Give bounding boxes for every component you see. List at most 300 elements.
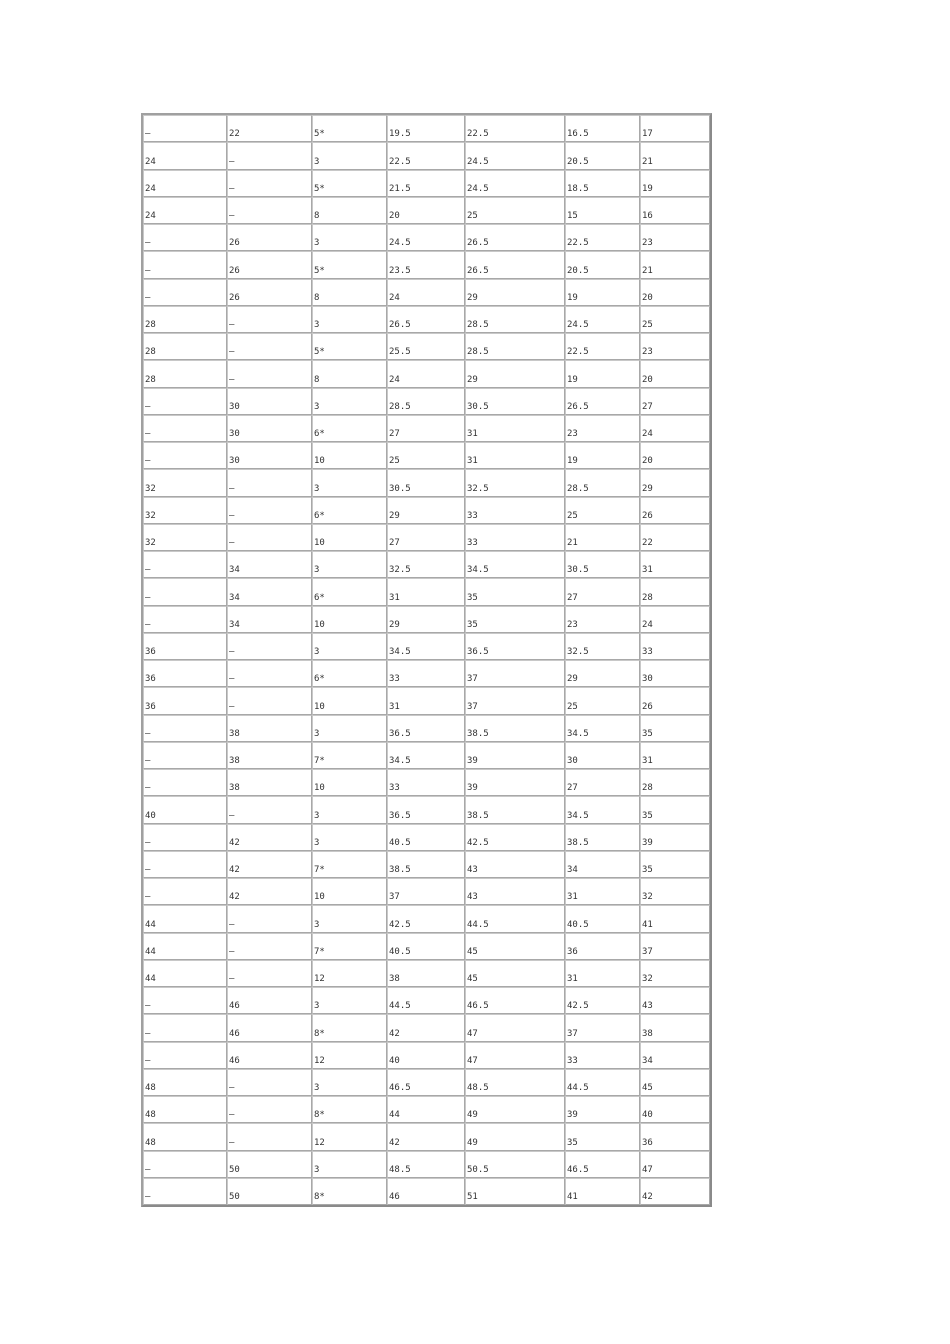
cell-value: – bbox=[229, 974, 235, 984]
cell-value: 7* bbox=[314, 946, 325, 957]
cell-value: 30 bbox=[567, 756, 578, 766]
cell-value: – bbox=[145, 129, 151, 140]
cell-value: 42 bbox=[229, 865, 240, 875]
cell-value: 26 bbox=[229, 292, 240, 303]
table-cell bbox=[465, 742, 565, 769]
cell-value: 33 bbox=[467, 510, 478, 521]
table-cell bbox=[312, 633, 387, 660]
table-cell bbox=[465, 1123, 565, 1150]
cell-value: 37 bbox=[467, 701, 478, 712]
table-cell bbox=[143, 905, 227, 932]
table-cell bbox=[312, 469, 387, 496]
table-cell bbox=[143, 633, 227, 660]
table-cell bbox=[143, 497, 227, 524]
cell-value: 44.5 bbox=[467, 919, 489, 930]
table-cell bbox=[640, 578, 710, 605]
cell-value: 29 bbox=[389, 510, 400, 521]
table-cell bbox=[312, 1042, 387, 1069]
cell-value: 22.5 bbox=[567, 238, 589, 249]
table-cell bbox=[227, 306, 312, 333]
cell-value: 38 bbox=[229, 756, 240, 766]
cell-value: 34.5 bbox=[467, 565, 489, 576]
table-cell bbox=[465, 224, 565, 251]
cell-value: 27 bbox=[642, 401, 653, 412]
cell-value: – bbox=[145, 456, 151, 467]
table-cell bbox=[312, 1151, 387, 1178]
cell-value: 31 bbox=[467, 429, 478, 439]
table-cell bbox=[640, 442, 710, 469]
table-cell bbox=[227, 142, 312, 169]
cell-value: 32 bbox=[642, 974, 653, 984]
cell-value: 30.5 bbox=[567, 565, 589, 576]
table-cell bbox=[227, 715, 312, 742]
table-row bbox=[143, 660, 710, 687]
table-cell bbox=[143, 1123, 227, 1150]
table-cell bbox=[312, 1178, 387, 1205]
table-cell bbox=[387, 306, 465, 333]
cell-value: 43 bbox=[642, 1001, 653, 1012]
cell-value: 34 bbox=[229, 565, 240, 576]
table-cell bbox=[312, 660, 387, 687]
table-cell bbox=[465, 360, 565, 387]
cell-value: – bbox=[145, 728, 151, 739]
table-cell bbox=[640, 251, 710, 278]
cell-value: 25 bbox=[567, 701, 578, 712]
table-row bbox=[143, 606, 710, 633]
cell-value: 6* bbox=[314, 674, 325, 685]
cell-value: 23 bbox=[567, 619, 578, 630]
table-cell bbox=[465, 306, 565, 333]
cell-value: 36 bbox=[145, 701, 156, 712]
cell-value: 26 bbox=[642, 701, 653, 712]
table-cell bbox=[387, 1178, 465, 1205]
cell-value: 38 bbox=[229, 783, 240, 794]
table-cell bbox=[465, 905, 565, 932]
table-cell bbox=[143, 878, 227, 905]
table-row bbox=[143, 878, 710, 905]
cell-value: 37 bbox=[389, 892, 400, 903]
cell-value: 30 bbox=[642, 674, 653, 685]
table-cell bbox=[565, 851, 640, 878]
table-cell bbox=[465, 1014, 565, 1041]
cell-value: 5* bbox=[314, 129, 325, 140]
cell-value: – bbox=[145, 1192, 151, 1202]
table-cell bbox=[387, 851, 465, 878]
table-cell bbox=[143, 606, 227, 633]
cell-value: 6* bbox=[314, 429, 325, 439]
cell-value: 38 bbox=[642, 1028, 653, 1039]
table-cell bbox=[227, 197, 312, 224]
table-cell bbox=[227, 251, 312, 278]
cell-value: 8 bbox=[314, 374, 320, 385]
cell-value: 3 bbox=[314, 238, 320, 249]
cell-value: 22.5 bbox=[389, 156, 411, 167]
table-cell bbox=[143, 469, 227, 496]
table-cell bbox=[143, 251, 227, 278]
table-cell bbox=[465, 715, 565, 742]
cell-value: 21.5 bbox=[389, 183, 411, 194]
cell-value: 5* bbox=[314, 265, 325, 276]
table-row bbox=[143, 251, 710, 278]
table-cell bbox=[465, 333, 565, 360]
table-cell bbox=[312, 851, 387, 878]
cell-value: 47 bbox=[642, 1164, 653, 1175]
table-cell bbox=[227, 524, 312, 551]
cell-value: 26.5 bbox=[567, 401, 589, 412]
table-cell bbox=[227, 1151, 312, 1178]
cell-value: 34 bbox=[229, 619, 240, 630]
cell-value: – bbox=[145, 565, 151, 576]
cell-value: 3 bbox=[314, 401, 320, 412]
table-cell bbox=[387, 497, 465, 524]
table-cell bbox=[640, 333, 710, 360]
cell-value: 24.5 bbox=[467, 156, 489, 167]
table-cell bbox=[143, 170, 227, 197]
cell-value: 44.5 bbox=[567, 1083, 589, 1093]
table-cell bbox=[387, 687, 465, 714]
table-cell bbox=[143, 960, 227, 987]
cell-value: – bbox=[229, 211, 235, 221]
table-cell bbox=[465, 633, 565, 660]
cell-value: 28.5 bbox=[467, 320, 489, 330]
cell-value: – bbox=[229, 647, 235, 657]
cell-value: 10 bbox=[314, 892, 325, 903]
table-cell bbox=[312, 415, 387, 442]
table-cell bbox=[565, 933, 640, 960]
table-row bbox=[143, 170, 710, 197]
cell-value: 24 bbox=[642, 619, 653, 630]
cell-value: – bbox=[229, 1110, 235, 1121]
table-cell bbox=[312, 224, 387, 251]
cell-value: 33 bbox=[467, 538, 478, 548]
table-cell bbox=[640, 115, 710, 142]
table-cell bbox=[227, 1014, 312, 1041]
cell-value: 50 bbox=[229, 1192, 240, 1202]
cell-value: – bbox=[229, 374, 235, 385]
cell-value: 43 bbox=[467, 892, 478, 903]
table-cell bbox=[312, 878, 387, 905]
cell-value: 29 bbox=[567, 674, 578, 685]
table-cell bbox=[387, 142, 465, 169]
table-row bbox=[143, 142, 710, 169]
table-cell bbox=[387, 1151, 465, 1178]
table-cell bbox=[143, 115, 227, 142]
table-cell bbox=[465, 1069, 565, 1096]
table-cell bbox=[565, 415, 640, 442]
cell-value: 12 bbox=[314, 1055, 325, 1066]
table-cell bbox=[227, 606, 312, 633]
table-cell bbox=[143, 660, 227, 687]
cell-value: 28.5 bbox=[567, 483, 589, 494]
cell-value: 35 bbox=[467, 619, 478, 630]
cell-value: 36 bbox=[567, 946, 578, 957]
cell-value: 3 bbox=[314, 837, 320, 848]
table-cell bbox=[640, 551, 710, 578]
table-cell bbox=[465, 251, 565, 278]
table-row bbox=[143, 524, 710, 551]
cell-value: 7* bbox=[314, 865, 325, 875]
table-cell bbox=[565, 905, 640, 932]
table-cell bbox=[143, 1069, 227, 1096]
cell-value: 3 bbox=[314, 647, 320, 657]
cell-value: 30 bbox=[229, 456, 240, 467]
cell-value: 8* bbox=[314, 1028, 325, 1039]
table-cell bbox=[465, 524, 565, 551]
cell-value: 51 bbox=[467, 1192, 478, 1202]
cell-value: – bbox=[145, 1055, 151, 1066]
cell-value: 22 bbox=[229, 129, 240, 140]
table-cell bbox=[227, 388, 312, 415]
table-cell bbox=[227, 687, 312, 714]
cell-value: – bbox=[229, 347, 235, 358]
cell-value: 3 bbox=[314, 1164, 320, 1175]
cell-value: 28 bbox=[145, 374, 156, 385]
table-cell bbox=[640, 1123, 710, 1150]
table-cell bbox=[465, 878, 565, 905]
table-cell bbox=[312, 796, 387, 823]
cell-value: 3 bbox=[314, 1001, 320, 1012]
table-cell bbox=[465, 769, 565, 796]
cell-value: 23 bbox=[567, 429, 578, 439]
table-cell bbox=[227, 851, 312, 878]
table-cell bbox=[565, 115, 640, 142]
cell-value: 42 bbox=[389, 1028, 400, 1039]
cell-value: 3 bbox=[314, 919, 320, 930]
table-cell bbox=[640, 769, 710, 796]
table-row bbox=[143, 442, 710, 469]
table-cell bbox=[143, 279, 227, 306]
table-row bbox=[143, 687, 710, 714]
table-cell bbox=[227, 905, 312, 932]
table-cell bbox=[143, 551, 227, 578]
table-cell bbox=[387, 1014, 465, 1041]
cell-value: 28.5 bbox=[467, 347, 489, 358]
cell-value: 19.5 bbox=[389, 129, 411, 140]
table-cell bbox=[640, 824, 710, 851]
cell-value: 8 bbox=[314, 292, 320, 303]
table-cell bbox=[312, 551, 387, 578]
cell-value: – bbox=[145, 783, 151, 794]
cell-value: – bbox=[145, 401, 151, 412]
table-row bbox=[143, 388, 710, 415]
cell-value: 33 bbox=[642, 647, 653, 657]
table-row bbox=[143, 1178, 710, 1205]
table-cell bbox=[465, 606, 565, 633]
cell-value: 44 bbox=[145, 919, 156, 930]
cell-value: 49 bbox=[467, 1137, 478, 1148]
table-cell bbox=[387, 442, 465, 469]
table-row bbox=[143, 224, 710, 251]
cell-value: 29 bbox=[467, 374, 478, 385]
table-row bbox=[143, 987, 710, 1014]
table-row bbox=[143, 415, 710, 442]
cell-value: 10 bbox=[314, 538, 325, 548]
table-cell bbox=[465, 279, 565, 306]
cell-value: 39 bbox=[467, 756, 478, 766]
table-cell bbox=[227, 115, 312, 142]
cell-value: 25.5 bbox=[389, 347, 411, 358]
table-cell bbox=[143, 1178, 227, 1205]
table-cell bbox=[227, 497, 312, 524]
cell-value: 35 bbox=[642, 728, 653, 739]
table-cell bbox=[227, 415, 312, 442]
table-cell bbox=[640, 497, 710, 524]
table-row bbox=[143, 1042, 710, 1069]
cell-value: 46.5 bbox=[567, 1164, 589, 1175]
table-cell bbox=[227, 878, 312, 905]
table-cell bbox=[312, 1123, 387, 1150]
table-cell bbox=[387, 251, 465, 278]
cell-value: 31 bbox=[389, 592, 400, 603]
cell-value: 34.5 bbox=[567, 810, 589, 821]
table-cell bbox=[565, 224, 640, 251]
table-cell bbox=[465, 415, 565, 442]
cell-value: 47 bbox=[467, 1028, 478, 1039]
table-cell bbox=[465, 388, 565, 415]
cell-value: 30.5 bbox=[467, 401, 489, 412]
cell-value: 40.5 bbox=[389, 837, 411, 848]
cell-value: 37 bbox=[467, 674, 478, 685]
cell-value: 41 bbox=[567, 1192, 578, 1202]
table-cell bbox=[312, 987, 387, 1014]
table-cell bbox=[312, 170, 387, 197]
cell-value: 12 bbox=[314, 1137, 325, 1148]
table-cell bbox=[465, 497, 565, 524]
table-cell bbox=[387, 1069, 465, 1096]
table-cell bbox=[227, 578, 312, 605]
table-cell bbox=[387, 824, 465, 851]
cell-value: 35 bbox=[642, 810, 653, 821]
cell-value: 44.5 bbox=[389, 1001, 411, 1012]
cell-value: 26 bbox=[229, 238, 240, 249]
table-cell bbox=[387, 660, 465, 687]
table-cell bbox=[387, 524, 465, 551]
table-row bbox=[143, 115, 710, 142]
table-cell bbox=[387, 933, 465, 960]
table-cell bbox=[565, 497, 640, 524]
cell-value: 22 bbox=[642, 538, 653, 548]
table-cell bbox=[312, 279, 387, 306]
cell-value: 40.5 bbox=[389, 946, 411, 957]
cell-value: 10 bbox=[314, 701, 325, 712]
table-cell bbox=[387, 578, 465, 605]
table-cell bbox=[143, 224, 227, 251]
table-cell bbox=[312, 824, 387, 851]
table-cell bbox=[565, 1096, 640, 1123]
table-cell bbox=[143, 388, 227, 415]
table-cell bbox=[640, 1096, 710, 1123]
cell-value: 35 bbox=[642, 865, 653, 875]
table-cell bbox=[565, 715, 640, 742]
table-cell bbox=[387, 279, 465, 306]
cell-value: 39 bbox=[642, 837, 653, 848]
table-cell bbox=[227, 824, 312, 851]
cell-value: 46 bbox=[229, 1055, 240, 1066]
table-cell bbox=[565, 306, 640, 333]
table-cell bbox=[640, 224, 710, 251]
cell-value: 3 bbox=[314, 728, 320, 739]
cell-value: – bbox=[229, 156, 235, 167]
cell-value: 3 bbox=[314, 320, 320, 330]
cell-value: 44 bbox=[389, 1110, 400, 1121]
table-row bbox=[143, 360, 710, 387]
cell-value: 27 bbox=[389, 429, 400, 439]
table-cell bbox=[312, 497, 387, 524]
table-cell bbox=[640, 878, 710, 905]
cell-value: 20 bbox=[389, 211, 400, 221]
cell-value: 38 bbox=[389, 974, 400, 984]
table-cell bbox=[465, 551, 565, 578]
table-cell bbox=[227, 170, 312, 197]
table-cell bbox=[312, 388, 387, 415]
table-cell bbox=[565, 1042, 640, 1069]
table-cell bbox=[640, 796, 710, 823]
table-row bbox=[143, 715, 710, 742]
cell-value: 20 bbox=[642, 456, 653, 467]
table-cell bbox=[227, 742, 312, 769]
cell-value: 44 bbox=[145, 946, 156, 957]
cell-value: 3 bbox=[314, 483, 320, 494]
table-cell bbox=[465, 933, 565, 960]
table-cell bbox=[227, 1069, 312, 1096]
table-cell bbox=[227, 987, 312, 1014]
table-cell bbox=[143, 687, 227, 714]
table-cell bbox=[143, 1151, 227, 1178]
cell-value: 19 bbox=[567, 374, 578, 385]
cell-value: 50.5 bbox=[467, 1164, 489, 1175]
table-cell bbox=[387, 878, 465, 905]
table-row bbox=[143, 497, 710, 524]
cell-value: – bbox=[145, 892, 151, 903]
cell-value: 8* bbox=[314, 1192, 325, 1202]
cell-value: 27 bbox=[567, 783, 578, 794]
table-cell bbox=[227, 360, 312, 387]
cell-value: 24.5 bbox=[567, 320, 589, 330]
table-cell bbox=[465, 824, 565, 851]
cell-value: 48 bbox=[145, 1110, 156, 1121]
cell-value: – bbox=[229, 674, 235, 685]
table-cell bbox=[640, 851, 710, 878]
cell-value: 38.5 bbox=[389, 865, 411, 875]
table-cell bbox=[387, 742, 465, 769]
table-cell bbox=[565, 606, 640, 633]
table-row bbox=[143, 551, 710, 578]
cell-value: 44 bbox=[145, 974, 156, 984]
table-cell bbox=[387, 224, 465, 251]
cell-value: 31 bbox=[389, 701, 400, 712]
table-body bbox=[143, 115, 710, 1205]
cell-value: 46 bbox=[229, 1001, 240, 1012]
cell-value: 36 bbox=[145, 647, 156, 657]
cell-value: 42 bbox=[229, 837, 240, 848]
table-cell bbox=[227, 660, 312, 687]
cell-value: 28.5 bbox=[389, 401, 411, 412]
cell-value: – bbox=[229, 320, 235, 330]
cell-value: – bbox=[145, 592, 151, 603]
cell-value: 5* bbox=[314, 183, 325, 194]
cell-value: 32 bbox=[642, 892, 653, 903]
cell-value: 12 bbox=[314, 974, 325, 984]
table-cell bbox=[312, 769, 387, 796]
cell-value: 3 bbox=[314, 156, 320, 167]
cell-value: 24 bbox=[389, 374, 400, 385]
table-cell bbox=[640, 306, 710, 333]
cell-value: 27 bbox=[567, 592, 578, 603]
cell-value: 3 bbox=[314, 810, 320, 821]
table-cell bbox=[227, 960, 312, 987]
cell-value: 32 bbox=[145, 483, 156, 494]
table-cell bbox=[565, 1069, 640, 1096]
